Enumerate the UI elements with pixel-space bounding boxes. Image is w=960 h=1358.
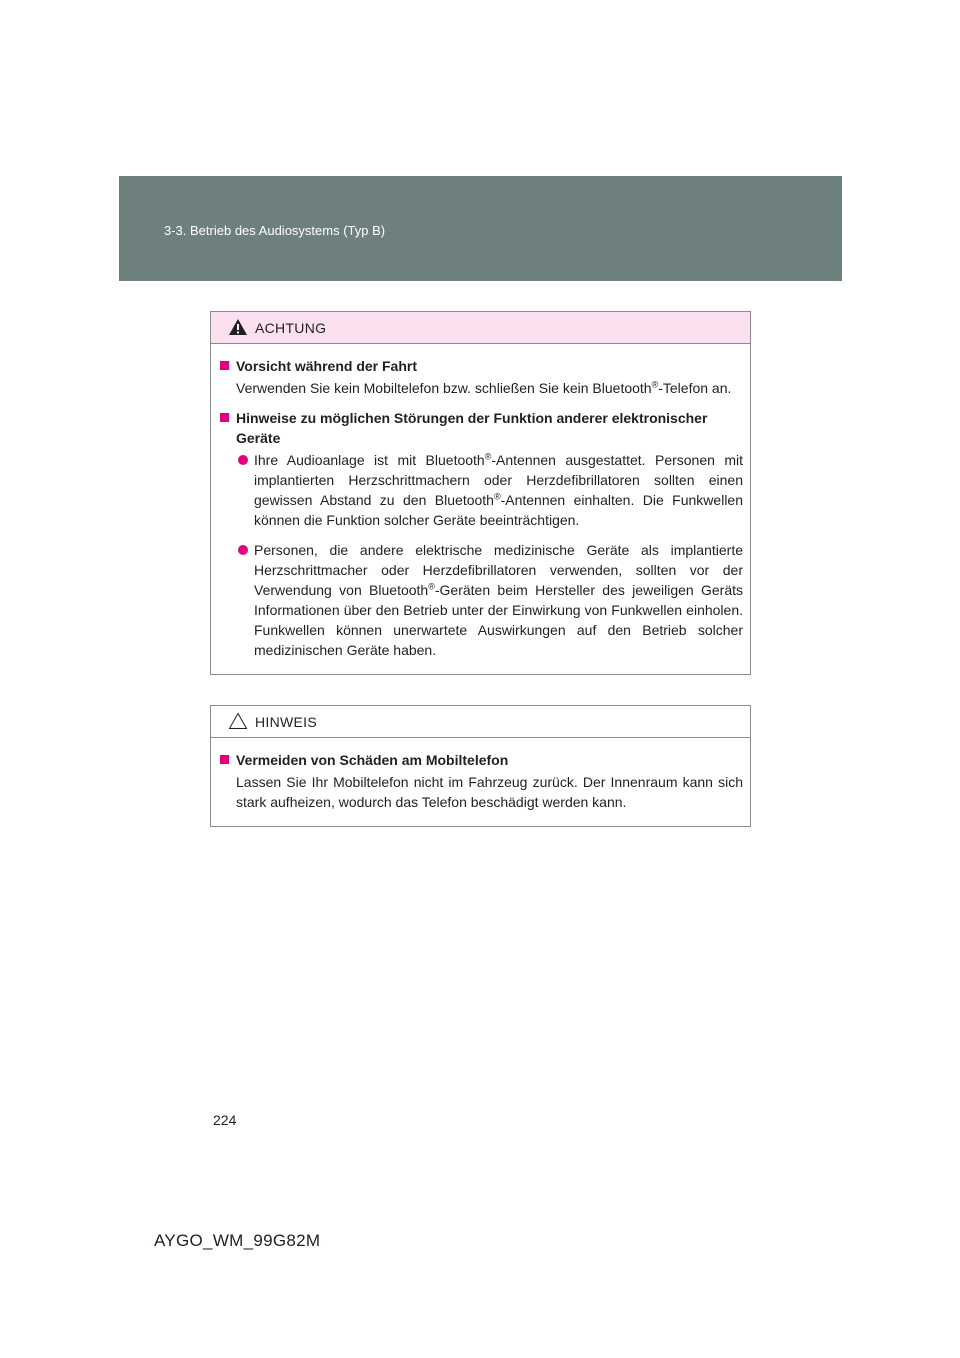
- notice-paragraph: Lassen Sie Ihr Mobiltelefon nicht im Fahrzeug zurück. Der Innenraum kann sich stark aufheizen, wodurch das Telefon beschädigt werden kann.: [236, 774, 743, 810]
- warning-heading: Vorsicht während der Fahrt: [218, 356, 743, 376]
- round-bullet-icon: [238, 455, 248, 465]
- warning-header: [211, 312, 750, 344]
- warning-body: [211, 344, 750, 674]
- square-bullet-icon: [220, 413, 229, 422]
- section-title: 3-3. Betrieb des Audiosystems (Typ B): [164, 223, 386, 238]
- notice-heading: Vermeiden von Schäden am Mobiltelefon: [218, 750, 743, 770]
- round-bullet-icon: [238, 545, 248, 555]
- notice-box: [210, 705, 751, 827]
- page-number: 224: [213, 1112, 237, 1128]
- notice-header: [211, 706, 750, 738]
- warning-triangle-icon: [228, 318, 248, 336]
- warning-heading: Hinweise zu möglichen Störungen der Funktion anderer elektronischer Geräte: [218, 408, 743, 448]
- document-code: AYGO_WM_99G82M: [154, 1231, 321, 1250]
- warning-box: [210, 311, 751, 675]
- square-bullet-icon: [220, 755, 229, 764]
- warning-bullet: Personen, die andere elektrische medizinische Geräte als implantierte Herzschrittmacher oder Herzdefibrillatoren verwenden, sollten vor der Verwendung von Bluetooth®-Geräten beim Hersteller des jeweiligen Geräts Informationen über den Betrieb unter der Einwirkung von Funkwellen einholen. Funkwellen können unerwartete Auswirkungen auf den Betrieb solcher medizinischen Geräte haben.: [218, 540, 743, 660]
- notice-title: HINWEIS: [255, 714, 317, 730]
- square-bullet-icon: [220, 361, 229, 370]
- caution-triangle-icon: [228, 712, 248, 730]
- warning-bullet: Ihre Audioanlage ist mit Bluetooth®-Antennen ausgestattet. Personen mit implantierten Herzschrittmachern oder Herzdefibrillatoren sollten einen gewissen Abstand zu den Bluetooth®-Antennen einhalten. Die Funkwellen können die Funktion solcher Geräte beeinträchtigen.: [218, 450, 743, 530]
- warning-title: ACHTUNG: [255, 320, 327, 336]
- warning-paragraph: Verwenden Sie kein Mobiltelefon bzw. schließen Sie kein Bluetooth®-Telefon an.: [236, 379, 732, 396]
- notice-body: [211, 738, 750, 826]
- header-band: [119, 176, 842, 281]
